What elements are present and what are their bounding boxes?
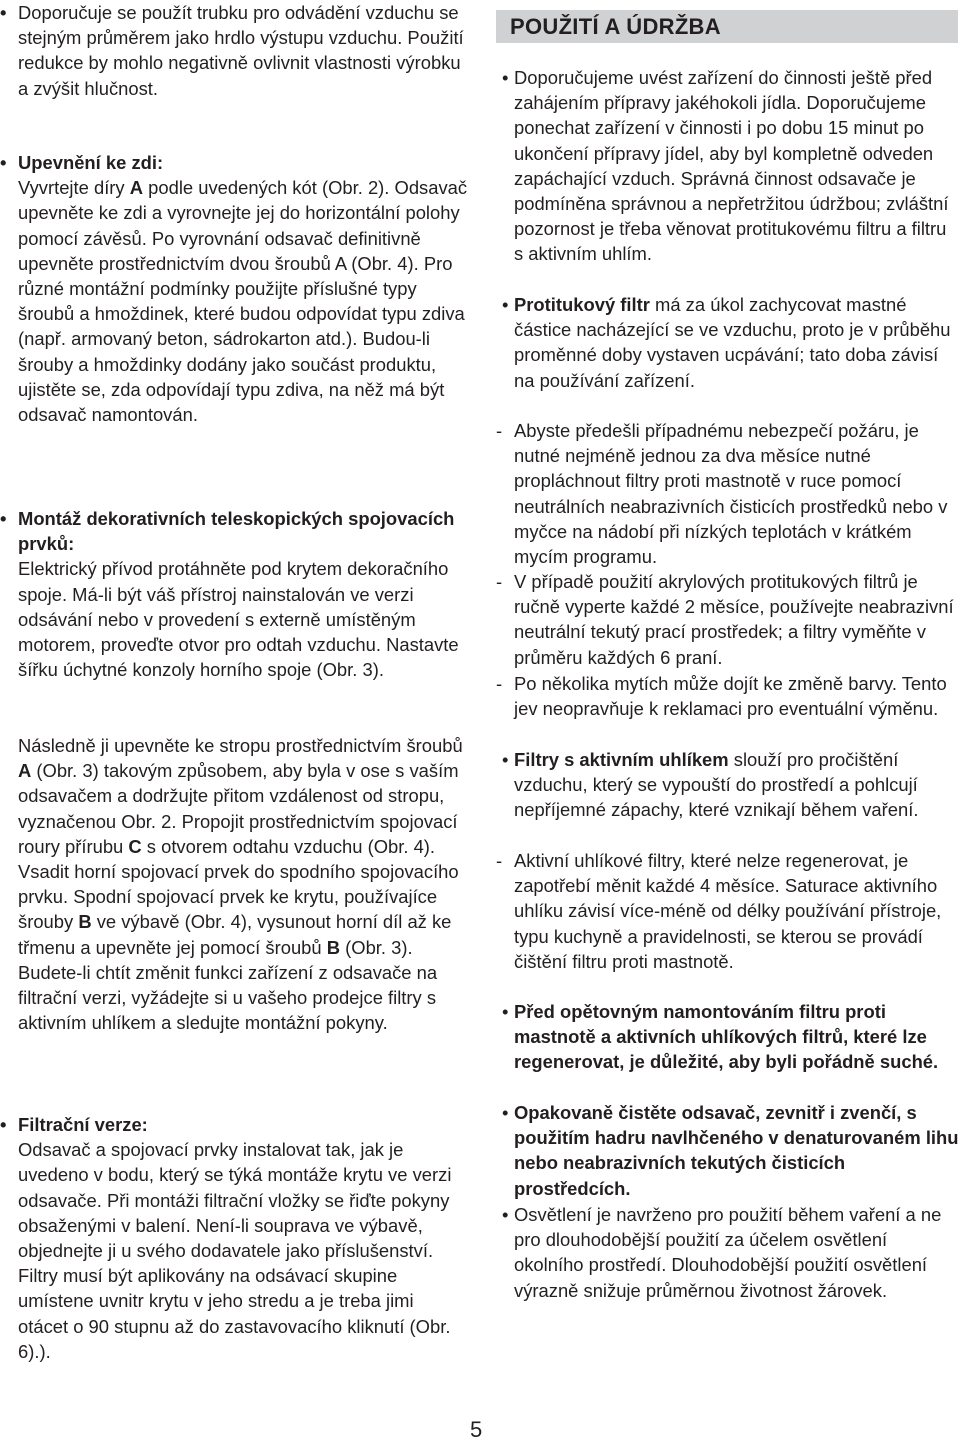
bullet-item-lighting bbox=[496, 1202, 960, 1303]
section-title: Montáž dekorativních teleskopických spojovacích prvků: bbox=[18, 508, 455, 555]
paragraph-text: Opakovaně čistěte odsavač, zevnitř i zvenčí, s použitím hadru navlhčeného v denaturovaném lihu nebo neabrazivních tekutých čisticích prostředcích. bbox=[514, 1102, 959, 1199]
bullet-marker: • bbox=[502, 1102, 509, 1123]
dash-marker: - bbox=[496, 571, 503, 592]
paragraph-text: Před opětovným namontováním filtru proti mastnotě a aktivních uhlíkových filtrů, které lze regenerovat, je důležité, aby byli pořádně suché. bbox=[514, 1001, 939, 1073]
page-number: 5 bbox=[470, 1417, 483, 1442]
label-b: B bbox=[78, 911, 92, 933]
paragraph-text: V případě použití akrylových protitukových filtrů je ručně vyperte každé 2 měsíce, používejte neabrazivní neutrální tekutý prací prostředek; a filtry vyměňte v průměru každých 6 praní. bbox=[514, 571, 954, 668]
paragraph-text: Doporučuje se použít trubku pro odvádění vzduchu se stejným průměrem jako hrdlo výstupu vzduchu. Použití redukce by mohlo negativně ovlivnit vlastnosti výrobku a zvýšit hlučnost. bbox=[18, 2, 464, 99]
bullet-marker: • bbox=[0, 152, 7, 173]
bullet-item-wall-mounting bbox=[0, 150, 468, 427]
section-body bbox=[18, 1112, 468, 1364]
paragraph-text: Doporučujeme uvést zařízení do činnosti ještě před zahájením přípravy jakéhokoli jídla. Doporučujeme ponechat zařízení v činnosti i po dobu 15 minut po ukončení přípravy jídel, aby byl kompletně odveden zapáchající vzduch. Správná činnost odsavače je podmíněna správnou a nepřetržitou údržbou; zvláštní pozornost je třeba věnovat protitukovému filtru a filtru s aktivním uhlím. bbox=[514, 67, 949, 265]
dash-marker: - bbox=[496, 673, 503, 694]
bullet-marker: • bbox=[502, 67, 509, 88]
dash-item-color-change bbox=[496, 671, 960, 721]
label-a: A bbox=[18, 760, 32, 782]
dash-item-carbon-replacement bbox=[496, 848, 960, 974]
bullet-item-air-duct bbox=[0, 0, 468, 101]
dash-item-fire-prevention bbox=[496, 418, 960, 569]
label-b: B bbox=[326, 936, 341, 958]
bullet-item-cleaning bbox=[496, 1100, 960, 1201]
bullet-item-grease-filter bbox=[496, 292, 960, 393]
section-body bbox=[18, 150, 468, 427]
section-title: Filtrační verze: bbox=[18, 1114, 148, 1135]
section-title: Upevnění ke zdi: bbox=[18, 152, 164, 173]
paragraph-text: Elektrický přívod protáhněte pod krytem dekoračního spoje. Má-li být váš přístroj nainstalován ve verzi odsávání nebo v provedení s externě umístěným motorem, proveďte otvor pro odtah vzduchu. Nastavte šířku úchytné konzoly horního spoje (Obr. 3). bbox=[18, 558, 459, 681]
label-a: A bbox=[129, 177, 144, 199]
bullet-marker: • bbox=[502, 294, 509, 315]
section-heading-bar bbox=[496, 10, 958, 43]
bullet-item-decorative-connectors bbox=[0, 506, 468, 682]
paragraph-text: Abyste předešli případnému nebezpečí požáru, je nutné nejméně jednou za dva měsíce nutné propláchnout filtry proti mastnotě v ruce pomocí neutrálních neabrazivních čisticích prostředků nebo v myčce na nádobí při nízkých teplotách v krátkém mycím programu. bbox=[514, 420, 948, 568]
bullet-item-dry-filters bbox=[496, 999, 960, 1075]
paragraph-text: Protitukový filtr má za úkol zachycovat mastné částice nacházející se ve vzduchu, proto je v průběhu proměnné doby vystaven ucpávání; tato doba závisí na používání zařízení. bbox=[514, 294, 951, 391]
paragraph-text: Osvětlení je navrženo pro použití během vaření a ne pro dlouhodobější použití za účelem osvětlení okolního prostředí. Dlouhodobější použití osvětlení výrazně snižuje průměrnou životnost žárovek. bbox=[514, 1204, 942, 1301]
paragraph-text: Aktivní uhlíkové filtry, které nelze regenerovat, je zapotřebí měnit každé 4 měsíce. Saturace aktivního uhlíku závisí více-méně od délky používání přístroje, typu kuchyně a pravidelnosti, se kterou se provádí čištění filtru proti mastnotě. bbox=[514, 850, 942, 972]
bullet-item-filter-version bbox=[0, 1112, 468, 1364]
bullet-marker: • bbox=[502, 749, 509, 770]
paragraph-text: Vyvrtejte díry A podle uvedených kót (Obr. 2). Odsavač upevněte ke zdi a vyrovnejte jej do horizontální polohy pomocí závěsů. Po vyrovnání odsavač definitivně upevněte prostřednictvím dvou šroubů A (Obr. 4). Pro různé montážní podmínky použijte příslušné typy šroubů a hmoždinek, které budou odpovídat typu zdiva (např. armovaný beton, sádrokarton atd.). Budou-li šrouby a hmoždinky dodány jako součást produktu, ujistěte se, zda odpovídají typu zdiva, na něž má být odsavač namontován. bbox=[18, 177, 468, 426]
bullet-marker: • bbox=[0, 1114, 7, 1135]
bullet-item-carbon-filters bbox=[496, 747, 960, 823]
bullet-marker: • bbox=[502, 1204, 509, 1225]
bullet-marker: • bbox=[0, 508, 7, 529]
paragraph-text: Následně ji upevněte ke stropu prostřednictvím šroubů A (Obr. 3) takovým způsobem, aby byla v ose s vaším odsavačem a dodržujte přitom vzdálenost od stropu, vyznačenou Obr. 2. Propojit prostřednictvím spojovací roury přírubu C s otvorem odtahu vzduchu (Obr. 4). Vsadit horní spojovací prvek do spodního spojovacího prvku. Spodní spojovací prvek ke krytu, používajíce šrouby B ve výbavě (Obr. 4), vysunout horní díl až ke třmenu a upevněte jej pomocí šroubů B (Obr. 3). Budete-li chtít změnit funkci zařízení z odsavače na filtrační verzi, vyžádejte si u vašeho prodejce filtry s aktivním uhlíkem a sledujte montážní pokyny. bbox=[18, 735, 463, 1034]
paragraph-text: Po několika mytích může dojít ke změně barvy. Tento jev neopravňuje k reklamaci pro eventuální výměnu. bbox=[514, 673, 947, 720]
bullet-item-operation bbox=[496, 65, 960, 267]
paragraph-ceiling-fixing bbox=[0, 733, 468, 1035]
dash-item-acrylic-filters bbox=[496, 569, 960, 670]
label-c: C bbox=[128, 835, 142, 857]
dash-marker: - bbox=[496, 420, 503, 441]
dash-marker: - bbox=[496, 850, 503, 871]
bullet-marker: • bbox=[0, 2, 7, 23]
paragraph-text: Filtry s aktivním uhlíkem slouží pro pročištění vzduchu, který se vypouští do prostředí a pohlcují nepříjemné zápachy, které vznikají během vaření. bbox=[514, 749, 919, 821]
bullet-marker: • bbox=[502, 1001, 509, 1022]
section-heading: POUŽITÍ A ÚDRŽBA bbox=[510, 14, 721, 39]
section-body bbox=[18, 506, 468, 682]
paragraph-text: Odsavač a spojovací prvky instalovat tak, jak je uvedeno v bodu, který se týká montáže krytu ve verzi odsavače. Při montáži filtrační vložky se řiďte pokyny obsaženými v balení. Není-li souprava ve výbavě, objednejte ji u svého dodavatele jako příslušenství. Filtry musí být aplikovány na odsávací skupine umístene uvnitr krytu v jeho stredu a je treba jimi otácet o 90 stupnu až do zastavovacího kliknutí (Obr. 6).). bbox=[18, 1139, 452, 1362]
